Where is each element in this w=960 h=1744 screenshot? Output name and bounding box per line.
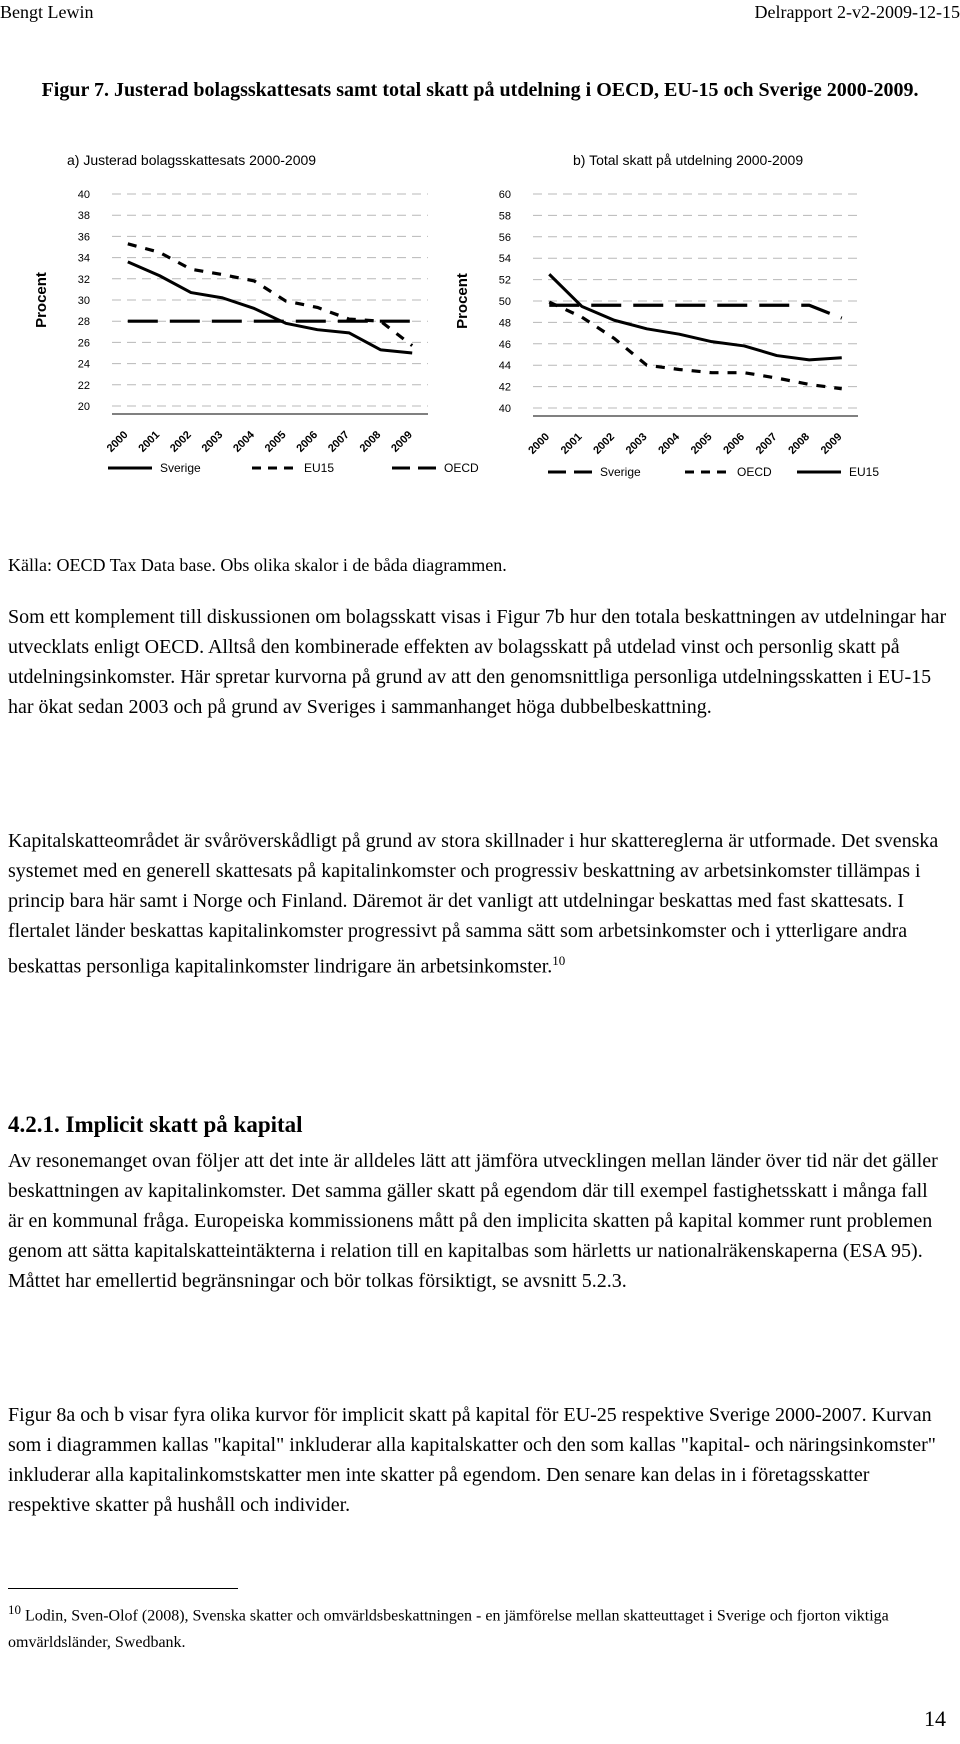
source-note: Källa: OECD Tax Data base. Obs olika skalor i de båda diagrammen. [8,555,507,575]
chart-b-title: b) Total skatt på utdelning 2000-2009 [573,152,804,168]
footnote-text: Lodin, Sven-Olof (2008), Svenska skatter och omvärldsbeskattningen - en jämförelse mellan skatteuttaget i Sverige och fjorton viktiga omvärldsländer, Swedbank. [8,1607,889,1652]
y-tick-label: 26 [77,337,90,350]
x-tick-label: 2006 [721,430,748,457]
paragraph-3: Av resonemanget ovan följer att det inte är alldeles lätt att jämföra utvecklingen mellan länder över tid när det gäller beskattningen av kapitalinkomster. Det samma gäller skatt på egendom där till exempel fastighetsskatt i många fall är en kommunal fråga. Europeiska kommissionens mått på den implicita skatten på kapital kommer runt problemen genom att sätta kapitalskatteintäkterna i relation till en kapitalbas som härletts ur nationalräkenskaperna (ESA 95). Måttet har emellertid begränsningar och bör tolkas försiktigt, se avsnitt 5.2.3. [8,1150,938,1292]
x-tick-label: 2001 [558,430,585,457]
page-number: 14 [924,1706,946,1731]
y-tick-label: 30 [77,295,90,307]
legend-label: OECD [737,465,772,479]
chart-b [454,189,879,479]
y-tick-label: 46 [498,338,511,351]
x-tick-label: 2002 [167,428,194,455]
y-axis-label: Procent [454,273,471,329]
y-tick-label: 54 [498,253,511,266]
y-axis-label: Procent [33,272,50,328]
y-tick-label: 24 [77,358,90,371]
x-tick-label: 2000 [104,428,131,455]
legend-label: OECD [444,461,479,475]
y-tick-label: 32 [77,273,90,286]
x-tick-label: 2001 [136,428,163,455]
x-tick-label: 2009 [818,430,845,457]
x-tick-label: 2004 [656,430,683,457]
footnote-divider [8,1588,238,1589]
y-tick-label: 48 [498,317,511,330]
footnote [8,1596,938,1656]
y-tick-label: 44 [498,360,511,373]
paragraph-2: Kapitalskatteområdet är svåröverskådligt på grund av stora skillnader i hur skattereglerna är utformade. Det svenska systemet med en generell skattesats på kapitalinkomster och progressiv beskattning av arbetsinkomster tillämpas i princip bara här samt i Norge och Finland. Däremot är det vanligt att utdelningar beskattas med fast skattesats. I flertalet länder beskattas kapitalinkomster progressivt på samma sätt som arbetsinkomster och i ytterligare andra beskattas personliga kapitalinkomster lindrigare än arbetsinkomster.$^{10}$ [8,830,939,978]
legend-label: Sverige [160,461,201,475]
x-tick-label: 2003 [623,430,650,457]
footnote-ref: 10 [552,953,566,968]
x-tick-label: 2009 [389,428,415,455]
y-tick-label: 40 [498,403,511,415]
series-line-oecd [549,302,842,389]
y-tick-label: 20 [77,401,90,413]
charts-area [0,180,960,555]
y-tick-label: 42 [498,381,511,394]
x-tick-label: 2004 [231,428,257,455]
footnote-number: 10 [8,1602,21,1617]
x-tick-label: 2005 [688,430,715,457]
legend-label: Sverige [600,465,641,479]
x-tick-label: 2005 [262,428,289,455]
y-tick-label: 38 [77,210,90,223]
x-tick-label: 2008 [357,428,384,455]
legend-label: EU15 [304,461,335,475]
y-tick-label: 52 [498,274,511,287]
x-tick-label: 2003 [199,428,226,455]
y-tick-label: 50 [498,296,511,308]
legend-label: EU15 [849,465,880,479]
chart-a-title: a) Justerad bolagsskattesats 2000-2009 [67,152,317,168]
figure-title: Figur 7. Justerad bolagsskattesats samt total skatt på utdelning i OECD, EU-15 och Sverige 2000-2009. [41,79,919,101]
x-tick-label: 2007 [325,428,352,455]
header-report-id: Delrapport 2-v2-2009-12-15 [754,2,960,22]
y-tick-label: 40 [77,189,90,201]
section-heading: 4.2.1. Implicit skatt på kapital [8,1112,303,1137]
x-tick-label: 2007 [753,430,780,457]
header-author: Bengt Lewin [0,2,94,22]
paragraph-4: Figur 8a och b visar fyra olika kurvor för implicit skatt på kapital för EU-25 respektive Sverige 2000-2007. Kurvan som i diagrammen kallas "kapital" inkluderar alla kapitalskatter och den som kallas "kapital- och näringsinkomster" inkluderar alla kapitalinkomstskatter men inte skatter på egendom. Den senare kan delas in i företagsskatter respektive skatter på hushåll och individer. [8,1404,936,1516]
y-tick-label: 58 [498,210,511,223]
y-tick-label: 36 [77,231,90,244]
x-tick-label: 2006 [294,428,321,455]
x-tick-label: 2002 [591,430,618,457]
chart-a [33,189,479,475]
y-tick-label: 60 [498,189,511,201]
y-tick-label: 28 [77,316,90,329]
y-tick-label: 56 [498,231,511,244]
series-line-eu15 [128,244,412,346]
y-tick-label: 34 [77,252,90,265]
y-tick-label: 22 [77,379,90,392]
series-line-sverige [128,262,412,353]
series-line-eu15 [549,274,842,360]
x-tick-label: 2008 [786,430,813,457]
x-tick-label: 2000 [526,430,553,457]
paragraph-1: Som ett komplement till diskussionen om bolagsskatt visas i Figur 7b hur den totala beskattningen av utdelningar har utvecklats enligt OECD. Alltså den kombinerade effekten av bolagsskatt på utdelad vinst och personlig skatt på utdelningsinkomster. Här spretar kurvorna på grund av att den genomsnittliga personliga utdelningsskatten i EU-15 har ökat sedan 2003 och på grund av Sveriges i sammanhanget höga dubbelbeskattning. [8,606,947,718]
